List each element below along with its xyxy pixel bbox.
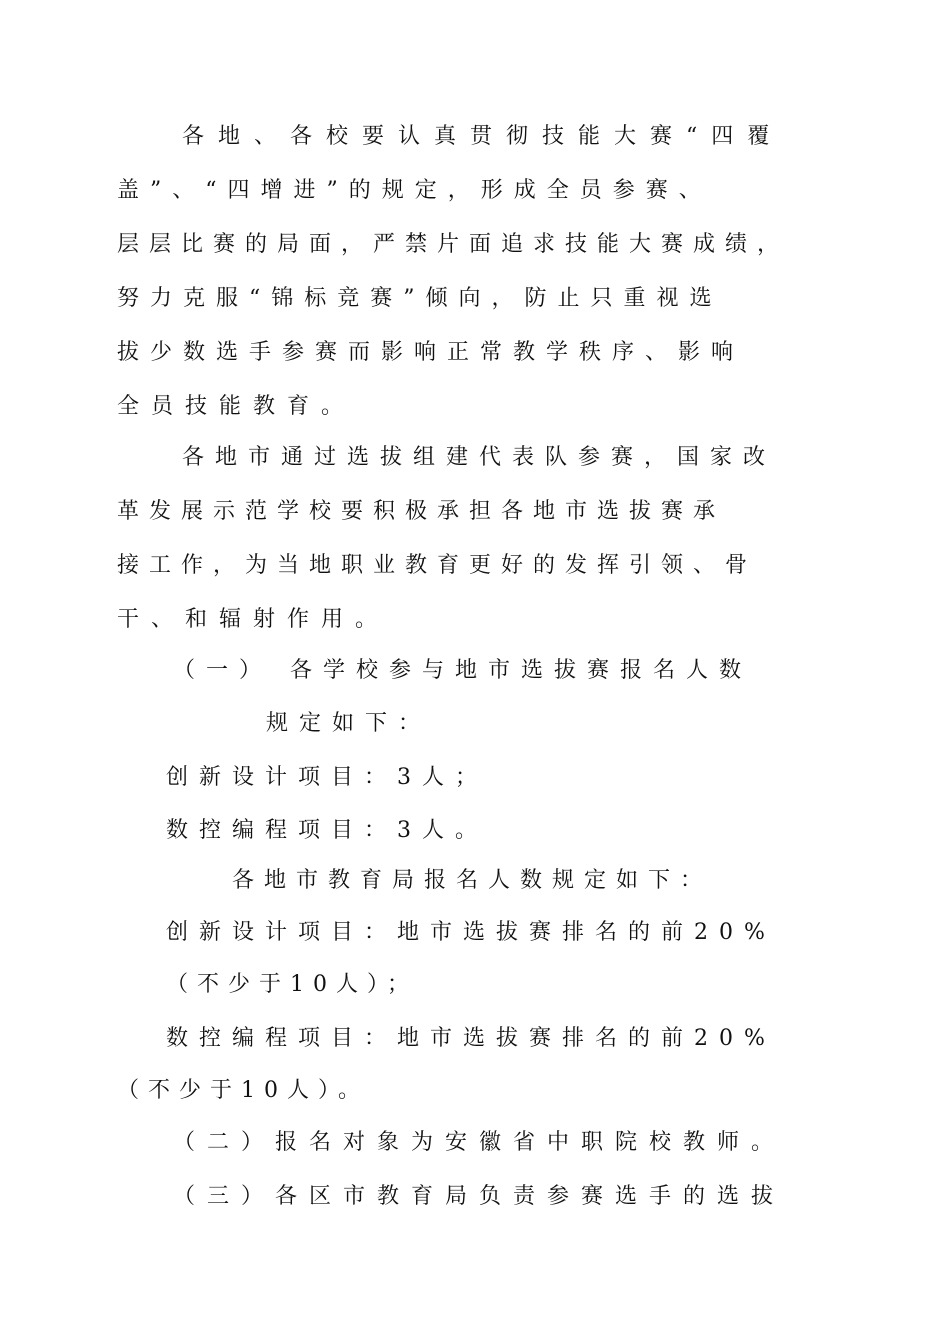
- paragraph-line: 接工作，为当地职业教育更好的发挥引领、骨: [117, 553, 758, 578]
- paragraph-line: 革发展示范学校要积极承担各地市选拔赛承: [117, 499, 726, 524]
- list-item: 创新设计项目：地市选拔赛排名的前20%: [166, 920, 776, 945]
- section-heading: （一） 各学校参与地市选拔赛报名人数: [173, 658, 752, 683]
- paragraph-line: 各地、各校要认真贯彻技能大赛“四覆: [182, 124, 784, 149]
- paragraph-line: 努力克服“锦标竞赛”倾向，防止只重视选: [117, 286, 723, 311]
- paragraph-line: 全员技能教育。: [117, 394, 356, 419]
- paragraph-line: 盖”、“四增进”的规定，形成全员参赛、: [117, 178, 712, 203]
- list-item: 数控编程项目：地市选拔赛排名的前20%: [166, 1026, 776, 1051]
- paragraph-line: 拔少数选手参赛而影响正常教学秩序、影响: [117, 340, 745, 365]
- list-item: （不少于10人）；: [166, 972, 418, 997]
- paragraph-line: 各地市教育局报名人数规定如下：: [232, 868, 713, 893]
- paragraph-line: 层层比赛的局面，严禁片面追求技能大赛成绩，: [117, 232, 790, 257]
- paragraph-line: 干、和辐射作用。: [117, 607, 390, 632]
- paragraph-line: 各地市通过选拔组建代表队参赛，国家改: [182, 445, 777, 470]
- section-heading: （三）各区市教育局负责参赛选手的选拔: [173, 1184, 786, 1209]
- list-item: 数控编程项目：3人。: [166, 818, 488, 843]
- section-heading: （二）报名对象为安徽省中职院校教师。: [173, 1130, 786, 1155]
- list-item: 创新设计项目：3人；: [166, 765, 488, 790]
- list-item: （不少于10人）。: [117, 1078, 369, 1103]
- section-heading: 规定如下：: [266, 711, 432, 736]
